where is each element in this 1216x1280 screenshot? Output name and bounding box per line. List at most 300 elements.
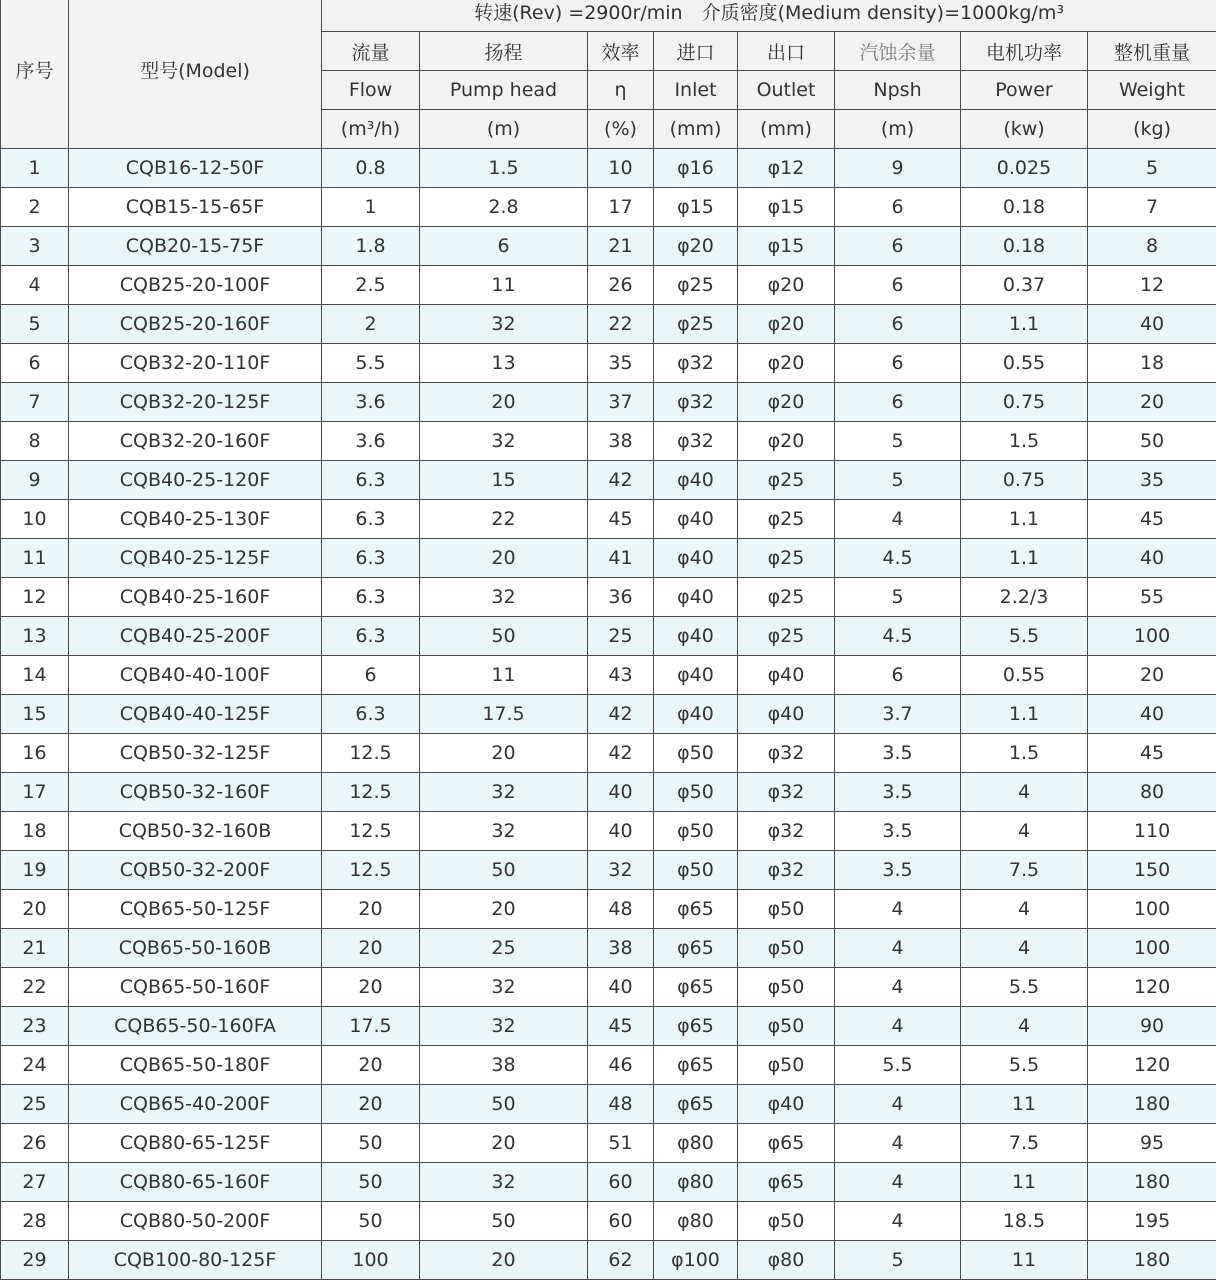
cell-flow: 12.5: [322, 734, 420, 773]
cell-outlet: φ32: [738, 851, 835, 890]
cell-no: 3: [1, 227, 69, 266]
header-outlet-unit: (mm): [738, 110, 835, 149]
cell-model: CQB32-20-125F: [69, 383, 322, 422]
cell-weight: 8: [1088, 227, 1216, 266]
cell-head: 13: [420, 344, 588, 383]
cell-model: CQB32-20-160F: [69, 422, 322, 461]
cell-head: 15: [420, 461, 588, 500]
table-row: [1, 656, 1216, 695]
cell-outlet: φ15: [738, 227, 835, 266]
table-row: [1, 890, 1216, 929]
cell-outlet: φ25: [738, 461, 835, 500]
cell-inlet: φ16: [654, 149, 738, 188]
cell-flow: 6.3: [322, 461, 420, 500]
cell-efficiency: 42: [588, 461, 654, 500]
cell-no: 27: [1, 1163, 69, 1202]
cell-flow: 3.6: [322, 383, 420, 422]
cell-no: 17: [1, 773, 69, 812]
cell-efficiency: 43: [588, 656, 654, 695]
cell-no: 24: [1, 1046, 69, 1085]
cell-outlet: φ20: [738, 266, 835, 305]
cell-inlet: φ32: [654, 344, 738, 383]
cell-weight: 195: [1088, 1202, 1216, 1241]
cell-flow: 6.3: [322, 617, 420, 656]
cell-npsh: 5: [835, 461, 961, 500]
cell-power: 0.37: [961, 266, 1088, 305]
cell-npsh: 4: [835, 1163, 961, 1202]
cell-inlet: φ25: [654, 305, 738, 344]
table-row: [1, 929, 1216, 968]
table-row: [1, 578, 1216, 617]
cell-npsh: 6: [835, 305, 961, 344]
cell-inlet: φ80: [654, 1202, 738, 1241]
cell-flow: 50: [322, 1163, 420, 1202]
cell-no: 18: [1, 812, 69, 851]
cell-npsh: 9: [835, 149, 961, 188]
cell-model: CQB50-32-125F: [69, 734, 322, 773]
cell-inlet: φ80: [654, 1163, 738, 1202]
cell-power: 1.1: [961, 539, 1088, 578]
table-row: [1, 227, 1216, 266]
cell-weight: 40: [1088, 695, 1216, 734]
cell-inlet: φ65: [654, 1007, 738, 1046]
cell-power: 11: [961, 1163, 1088, 1202]
cell-head: 17.5: [420, 695, 588, 734]
cell-no: 6: [1, 344, 69, 383]
cell-head: 50: [420, 851, 588, 890]
cell-inlet: φ32: [654, 383, 738, 422]
cell-weight: 20: [1088, 383, 1216, 422]
cell-outlet: φ80: [738, 1241, 835, 1280]
cell-no: 15: [1, 695, 69, 734]
header-inlet-en: Inlet: [654, 71, 738, 110]
cell-head: 32: [420, 1163, 588, 1202]
cell-no: 9: [1, 461, 69, 500]
header-head-cn: 扬程: [420, 32, 588, 71]
cell-head: 6: [420, 227, 588, 266]
cell-head: 20: [420, 1124, 588, 1163]
cell-power: 1.5: [961, 422, 1088, 461]
cell-head: 20: [420, 890, 588, 929]
cell-outlet: φ25: [738, 578, 835, 617]
cell-flow: 2: [322, 305, 420, 344]
header-npsh-en: Npsh: [835, 71, 961, 110]
cell-weight: 40: [1088, 539, 1216, 578]
cell-power: 5.5: [961, 968, 1088, 1007]
cell-flow: 6: [322, 656, 420, 695]
cell-model: CQB40-40-100F: [69, 656, 322, 695]
cell-efficiency: 32: [588, 851, 654, 890]
cell-no: 19: [1, 851, 69, 890]
table-row: [1, 305, 1216, 344]
cell-efficiency: 25: [588, 617, 654, 656]
cell-flow: 17.5: [322, 1007, 420, 1046]
cell-flow: 1: [322, 188, 420, 227]
cell-head: 32: [420, 305, 588, 344]
table-row: [1, 734, 1216, 773]
cell-outlet: φ32: [738, 812, 835, 851]
cell-inlet: φ65: [654, 929, 738, 968]
cell-head: 32: [420, 422, 588, 461]
cell-weight: 55: [1088, 578, 1216, 617]
cell-power: 4: [961, 890, 1088, 929]
table-row: [1, 188, 1216, 227]
cell-model: CQB40-25-125F: [69, 539, 322, 578]
cell-npsh: 3.5: [835, 812, 961, 851]
header-eff-unit: (%): [588, 110, 654, 149]
cell-efficiency: 42: [588, 695, 654, 734]
cell-head: 20: [420, 539, 588, 578]
table-row: [1, 968, 1216, 1007]
cell-weight: 18: [1088, 344, 1216, 383]
cell-flow: 12.5: [322, 773, 420, 812]
cell-power: 0.18: [961, 188, 1088, 227]
table-body: [1, 149, 1216, 1280]
cell-model: CQB40-25-120F: [69, 461, 322, 500]
cell-npsh: 4: [835, 968, 961, 1007]
cell-no: 4: [1, 266, 69, 305]
cell-efficiency: 22: [588, 305, 654, 344]
table-row: [1, 812, 1216, 851]
cell-flow: 3.6: [322, 422, 420, 461]
table-row: [1, 773, 1216, 812]
cell-head: 20: [420, 383, 588, 422]
cell-model: CQB65-50-160B: [69, 929, 322, 968]
cell-no: 8: [1, 422, 69, 461]
cell-power: 5.5: [961, 617, 1088, 656]
cell-flow: 6.3: [322, 539, 420, 578]
cell-power: 0.75: [961, 461, 1088, 500]
cell-npsh: 4: [835, 1085, 961, 1124]
cell-weight: 7: [1088, 188, 1216, 227]
cell-no: 5: [1, 305, 69, 344]
cell-inlet: φ50: [654, 812, 738, 851]
cell-power: 11: [961, 1085, 1088, 1124]
table-row: [1, 851, 1216, 890]
cell-npsh: 4: [835, 1202, 961, 1241]
table-row: [1, 1085, 1216, 1124]
cell-flow: 50: [322, 1202, 420, 1241]
cell-model: CQB100-80-125F: [69, 1241, 322, 1280]
cell-no: 25: [1, 1085, 69, 1124]
cell-efficiency: 45: [588, 1007, 654, 1046]
cell-model: CQB32-20-110F: [69, 344, 322, 383]
cell-flow: 1.8: [322, 227, 420, 266]
cell-no: 1: [1, 149, 69, 188]
cell-inlet: φ65: [654, 1085, 738, 1124]
cell-npsh: 4: [835, 929, 961, 968]
cell-power: 7.5: [961, 851, 1088, 890]
cell-outlet: φ20: [738, 383, 835, 422]
cell-no: 13: [1, 617, 69, 656]
cell-power: 5.5: [961, 1046, 1088, 1085]
cell-npsh: 6: [835, 344, 961, 383]
cell-power: 0.55: [961, 344, 1088, 383]
cell-efficiency: 40: [588, 968, 654, 1007]
cell-no: 10: [1, 500, 69, 539]
cell-head: 32: [420, 773, 588, 812]
cell-weight: 150: [1088, 851, 1216, 890]
cell-flow: 0.8: [322, 149, 420, 188]
cell-power: 4: [961, 1007, 1088, 1046]
table-row: [1, 1046, 1216, 1085]
cell-head: 32: [420, 812, 588, 851]
cell-model: CQB65-50-180F: [69, 1046, 322, 1085]
cell-head: 50: [420, 1202, 588, 1241]
cell-flow: 20: [322, 929, 420, 968]
cell-weight: 50: [1088, 422, 1216, 461]
cell-flow: 12.5: [322, 851, 420, 890]
cell-no: 28: [1, 1202, 69, 1241]
header-inlet-unit: (mm): [654, 110, 738, 149]
cell-weight: 120: [1088, 1046, 1216, 1085]
cell-model: CQB80-65-125F: [69, 1124, 322, 1163]
cell-efficiency: 48: [588, 1085, 654, 1124]
header-no: 序号: [1, 0, 69, 149]
table-row: [1, 1163, 1216, 1202]
cell-efficiency: 26: [588, 266, 654, 305]
cell-inlet: φ40: [654, 539, 738, 578]
table-row: [1, 617, 1216, 656]
cell-power: 1.5: [961, 734, 1088, 773]
cell-weight: 5: [1088, 149, 1216, 188]
cell-no: 26: [1, 1124, 69, 1163]
cell-inlet: φ32: [654, 422, 738, 461]
cell-no: 22: [1, 968, 69, 1007]
header-power-en: Power: [961, 71, 1088, 110]
cell-efficiency: 38: [588, 422, 654, 461]
table-row: [1, 500, 1216, 539]
table-row: [1, 539, 1216, 578]
cell-weight: 110: [1088, 812, 1216, 851]
cell-weight: 40: [1088, 305, 1216, 344]
cell-power: 11: [961, 1241, 1088, 1280]
cell-head: 2.8: [420, 188, 588, 227]
cell-outlet: φ15: [738, 188, 835, 227]
cell-power: 0.55: [961, 656, 1088, 695]
header-power-unit: (kw): [961, 110, 1088, 149]
header-eff-en: η: [588, 71, 654, 110]
cell-flow: 100: [322, 1241, 420, 1280]
cell-efficiency: 48: [588, 890, 654, 929]
cell-inlet: φ40: [654, 500, 738, 539]
cell-efficiency: 37: [588, 383, 654, 422]
table-row: [1, 149, 1216, 188]
header-outlet-cn: 出口: [738, 32, 835, 71]
cell-inlet: φ20: [654, 227, 738, 266]
cell-head: 32: [420, 968, 588, 1007]
cell-npsh: 3.5: [835, 851, 961, 890]
cell-no: 16: [1, 734, 69, 773]
cell-flow: 5.5: [322, 344, 420, 383]
cell-flow: 20: [322, 968, 420, 1007]
cell-weight: 20: [1088, 656, 1216, 695]
header-flow-unit: (m³/h): [322, 110, 420, 149]
cell-npsh: 5: [835, 422, 961, 461]
cell-inlet: φ40: [654, 617, 738, 656]
cell-model: CQB65-50-160FA: [69, 1007, 322, 1046]
cell-efficiency: 60: [588, 1163, 654, 1202]
cell-npsh: 5: [835, 578, 961, 617]
cell-efficiency: 60: [588, 1202, 654, 1241]
table-row: [1, 1241, 1216, 1280]
cell-outlet: φ20: [738, 422, 835, 461]
cell-model: CQB65-40-200F: [69, 1085, 322, 1124]
cell-outlet: φ12: [738, 149, 835, 188]
cell-outlet: φ50: [738, 1007, 835, 1046]
cell-npsh: 6: [835, 188, 961, 227]
cell-head: 50: [420, 1085, 588, 1124]
cell-outlet: φ50: [738, 968, 835, 1007]
header-conditions: 转速(Rev) =2900r/min 介质密度(Medium density)=1000kg/m³: [322, 0, 1216, 32]
cell-inlet: φ40: [654, 695, 738, 734]
cell-flow: 20: [322, 1085, 420, 1124]
cell-weight: 100: [1088, 890, 1216, 929]
cell-power: 7.5: [961, 1124, 1088, 1163]
cell-efficiency: 40: [588, 773, 654, 812]
cell-inlet: φ50: [654, 734, 738, 773]
cell-head: 32: [420, 578, 588, 617]
cell-model: CQB20-15-75F: [69, 227, 322, 266]
cell-efficiency: 62: [588, 1241, 654, 1280]
cell-model: CQB50-32-160F: [69, 773, 322, 812]
cell-head: 25: [420, 929, 588, 968]
cell-power: 1.1: [961, 500, 1088, 539]
cell-npsh: 4: [835, 1124, 961, 1163]
table-row: [1, 422, 1216, 461]
cell-npsh: 5.5: [835, 1046, 961, 1085]
table-row: [1, 1007, 1216, 1046]
cell-power: 4: [961, 812, 1088, 851]
cell-head: 32: [420, 1007, 588, 1046]
cell-head: 22: [420, 500, 588, 539]
cell-npsh: 5: [835, 1241, 961, 1280]
cell-power: 1.1: [961, 695, 1088, 734]
cell-no: 29: [1, 1241, 69, 1280]
cell-outlet: φ20: [738, 344, 835, 383]
header-model: 型号(Model): [69, 0, 322, 149]
cell-outlet: φ50: [738, 1202, 835, 1241]
cell-no: 12: [1, 578, 69, 617]
cell-npsh: 6: [835, 656, 961, 695]
header-head-en: Pump head: [420, 71, 588, 110]
cell-outlet: φ25: [738, 617, 835, 656]
cell-outlet: φ40: [738, 695, 835, 734]
cell-inlet: φ80: [654, 1124, 738, 1163]
table-row: [1, 266, 1216, 305]
cell-power: 0.75: [961, 383, 1088, 422]
cell-flow: 6.3: [322, 695, 420, 734]
cell-weight: 95: [1088, 1124, 1216, 1163]
cell-no: 11: [1, 539, 69, 578]
cell-efficiency: 36: [588, 578, 654, 617]
cell-npsh: 3.5: [835, 773, 961, 812]
cell-npsh: 6: [835, 227, 961, 266]
cell-outlet: φ32: [738, 734, 835, 773]
cell-no: 23: [1, 1007, 69, 1046]
cell-no: 21: [1, 929, 69, 968]
cell-power: 1.1: [961, 305, 1088, 344]
cell-flow: 12.5: [322, 812, 420, 851]
cell-power: 18.5: [961, 1202, 1088, 1241]
cell-head: 11: [420, 656, 588, 695]
cell-weight: 90: [1088, 1007, 1216, 1046]
cell-inlet: φ50: [654, 851, 738, 890]
cell-npsh: 3.7: [835, 695, 961, 734]
cell-flow: 2.5: [322, 266, 420, 305]
header-power-cn: 电机功率: [961, 32, 1088, 71]
cell-model: CQB80-65-160F: [69, 1163, 322, 1202]
cell-model: CQB50-32-160B: [69, 812, 322, 851]
cell-no: 14: [1, 656, 69, 695]
cell-head: 38: [420, 1046, 588, 1085]
cell-model: CQB15-15-65F: [69, 188, 322, 227]
cell-no: 20: [1, 890, 69, 929]
cell-inlet: φ40: [654, 578, 738, 617]
cell-model: CQB40-40-125F: [69, 695, 322, 734]
header-flow-en: Flow: [322, 71, 420, 110]
cell-model: CQB16-12-50F: [69, 149, 322, 188]
cell-outlet: φ20: [738, 305, 835, 344]
cell-npsh: 4: [835, 890, 961, 929]
cell-head: 20: [420, 734, 588, 773]
cell-model: CQB65-50-125F: [69, 890, 322, 929]
cell-model: CQB65-50-160F: [69, 968, 322, 1007]
cell-model: CQB50-32-200F: [69, 851, 322, 890]
cell-flow: 50: [322, 1124, 420, 1163]
cell-weight: 80: [1088, 773, 1216, 812]
cell-npsh: 4: [835, 500, 961, 539]
cell-no: 7: [1, 383, 69, 422]
cell-inlet: φ65: [654, 968, 738, 1007]
cell-outlet: φ32: [738, 773, 835, 812]
header-weight-unit: (kg): [1088, 110, 1216, 149]
cell-power: 4: [961, 773, 1088, 812]
cell-outlet: φ50: [738, 1046, 835, 1085]
cell-model: CQB40-25-200F: [69, 617, 322, 656]
header-npsh-cn: 汽蚀余量: [835, 32, 961, 71]
cell-outlet: φ65: [738, 1163, 835, 1202]
header-flow-cn: 流量: [322, 32, 420, 71]
table-row: [1, 344, 1216, 383]
cell-power: 4: [961, 929, 1088, 968]
cell-flow: 20: [322, 1046, 420, 1085]
header-weight-en: Weight: [1088, 71, 1216, 110]
cell-weight: 45: [1088, 500, 1216, 539]
cell-outlet: φ40: [738, 656, 835, 695]
cell-weight: 180: [1088, 1163, 1216, 1202]
cell-efficiency: 10: [588, 149, 654, 188]
cell-efficiency: 35: [588, 344, 654, 383]
cell-outlet: φ25: [738, 539, 835, 578]
cell-outlet: φ25: [738, 500, 835, 539]
cell-npsh: 4.5: [835, 539, 961, 578]
cell-model: CQB80-50-200F: [69, 1202, 322, 1241]
cell-weight: 100: [1088, 929, 1216, 968]
cell-head: 1.5: [420, 149, 588, 188]
cell-inlet: φ100: [654, 1241, 738, 1280]
cell-model: CQB40-25-160F: [69, 578, 322, 617]
cell-weight: 45: [1088, 734, 1216, 773]
cell-efficiency: 38: [588, 929, 654, 968]
cell-outlet: φ50: [738, 890, 835, 929]
header-weight-cn: 整机重量: [1088, 32, 1216, 71]
cell-weight: 35: [1088, 461, 1216, 500]
table-row: [1, 461, 1216, 500]
cell-inlet: φ15: [654, 188, 738, 227]
cell-weight: 120: [1088, 968, 1216, 1007]
cell-outlet: φ40: [738, 1085, 835, 1124]
